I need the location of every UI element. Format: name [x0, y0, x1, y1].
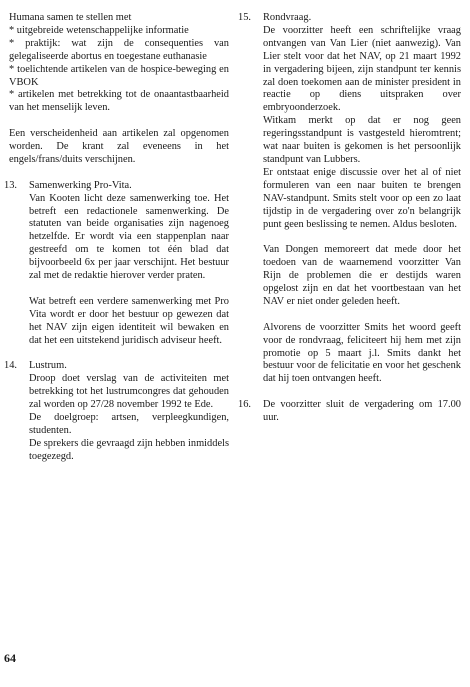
- item-paragraph: Er ontstaat enige discussie over het al of niet formuleren van een naar buiten te brengen NAV-standpunt. Smits stelt voor op een zo laat tijdstip in de vergadering over zo'n belangrijk punt geen beslissing te nemen. Aldus besloten.: [263, 166, 461, 230]
- agenda-item-14: [4, 360, 229, 463]
- intro-bullet: * uitgebreide wetenschappelijke informatie: [9, 24, 189, 36]
- right-column: [238, 12, 461, 425]
- intro-bullet: * toelichtende artikelen van de hospice-beweging en VBOK: [9, 63, 229, 88]
- intro-bullet: * artikelen met betrekking tot de onaantastbaarheid van het menselijk leven.: [9, 89, 229, 114]
- item-number: 13.: [4, 179, 17, 191]
- item-paragraph: De voorzitter heeft een schriftelijke vraag ontvangen van Van Lier (niet aanwezig). Van Lier stelt voor dat het NAV, op 21 maart 1992 in vergadering bijeen, zijn standpunt ter kennis zal doen toekomen aan de minister president in reactie op diens uitspraken over embryoonderzoek.: [263, 24, 461, 114]
- item-title: Rondvraag.: [263, 12, 312, 23]
- item-line: De doelgroep: artsen, verpleegkundigen, studenten.: [29, 412, 229, 436]
- intro-line: Humana samen te stellen met: [9, 12, 132, 23]
- page-number: 64: [4, 651, 16, 665]
- agenda-item-13: [4, 179, 229, 348]
- left-column: [4, 12, 229, 464]
- item-number: 15.: [238, 12, 251, 23]
- item-number: 14.: [4, 360, 17, 372]
- item-paragraph: Witkam merkt op dat er nog geen regeringsstandpunt is vastgesteld hieromtrent; wat naar buiten is gekomen is het persoonlijk standpunt van Lubbers.: [263, 115, 461, 165]
- intro-paragraph: Een verscheidenheid aan artikelen zal opgenomen worden. De krant zal eveneens in het engels/frans/duits verschijnen.: [9, 128, 229, 165]
- item-title: Lustrum.: [29, 360, 67, 372]
- agenda-item-16: [238, 399, 461, 425]
- item-paragraph: Wat betreft een verdere samenwerking met Pro Vita wordt er door het bestuur op gewezen dat het NAV zijn eigen identiteit wil bewaken en dat het een uitstekend juridisch adviseur heeft.: [29, 295, 229, 346]
- item-paragraph: Van Kooten licht deze samenwerking toe. Het betreft een redactionele samenwerking. De statuten van beide organisaties zijn nagenoeg hetzelfde. Er wordt via een stappenplan naar gestreefd om te komen tot één blad dat bijvoorbeeld 6x per jaar verschijnt. Het bestuur zal met de redaktie hierover verder praten.: [29, 192, 229, 282]
- item-paragraph: Alvorens de voorzitter Smits het woord geeft voor de rondvraag, feliciteert hij hem met zijn promotie op 5 maart j.l. Smits dankt het bestuur voor de felicitatie en voor het geschenk dat hij toen ontvangen heeft.: [263, 321, 461, 385]
- item-paragraph: Van Dongen memoreert dat mede door het toedoen van de waarnemend voorzitter Van Rijn de problemen die er destijds waren opgelost zijn en dat het voortbestaan van het NAV er niet onder geleden heeft.: [263, 244, 461, 307]
- item-line: De sprekers die gevraagd zijn hebben inmiddels toegezegd.: [29, 437, 229, 462]
- item-paragraph: Droop doet verslag van de activiteiten met betrekking tot het lustrumcongres dat gehouden zal worden op 27/28 november 1992 te Ede.: [29, 373, 229, 411]
- intro-bullet: * praktijk: wat zijn de consequenties van gelegaliseerde abortus en toegestane euthanasie: [9, 37, 229, 62]
- item-paragraph: De voorzitter sluit de vergadering om 17.00 uur.: [263, 399, 461, 424]
- item-number: 16.: [238, 399, 251, 411]
- item-title: Samenwerking Pro-Vita.: [29, 179, 132, 191]
- intro-list: [9, 12, 229, 115]
- agenda-item-15: [238, 12, 461, 386]
